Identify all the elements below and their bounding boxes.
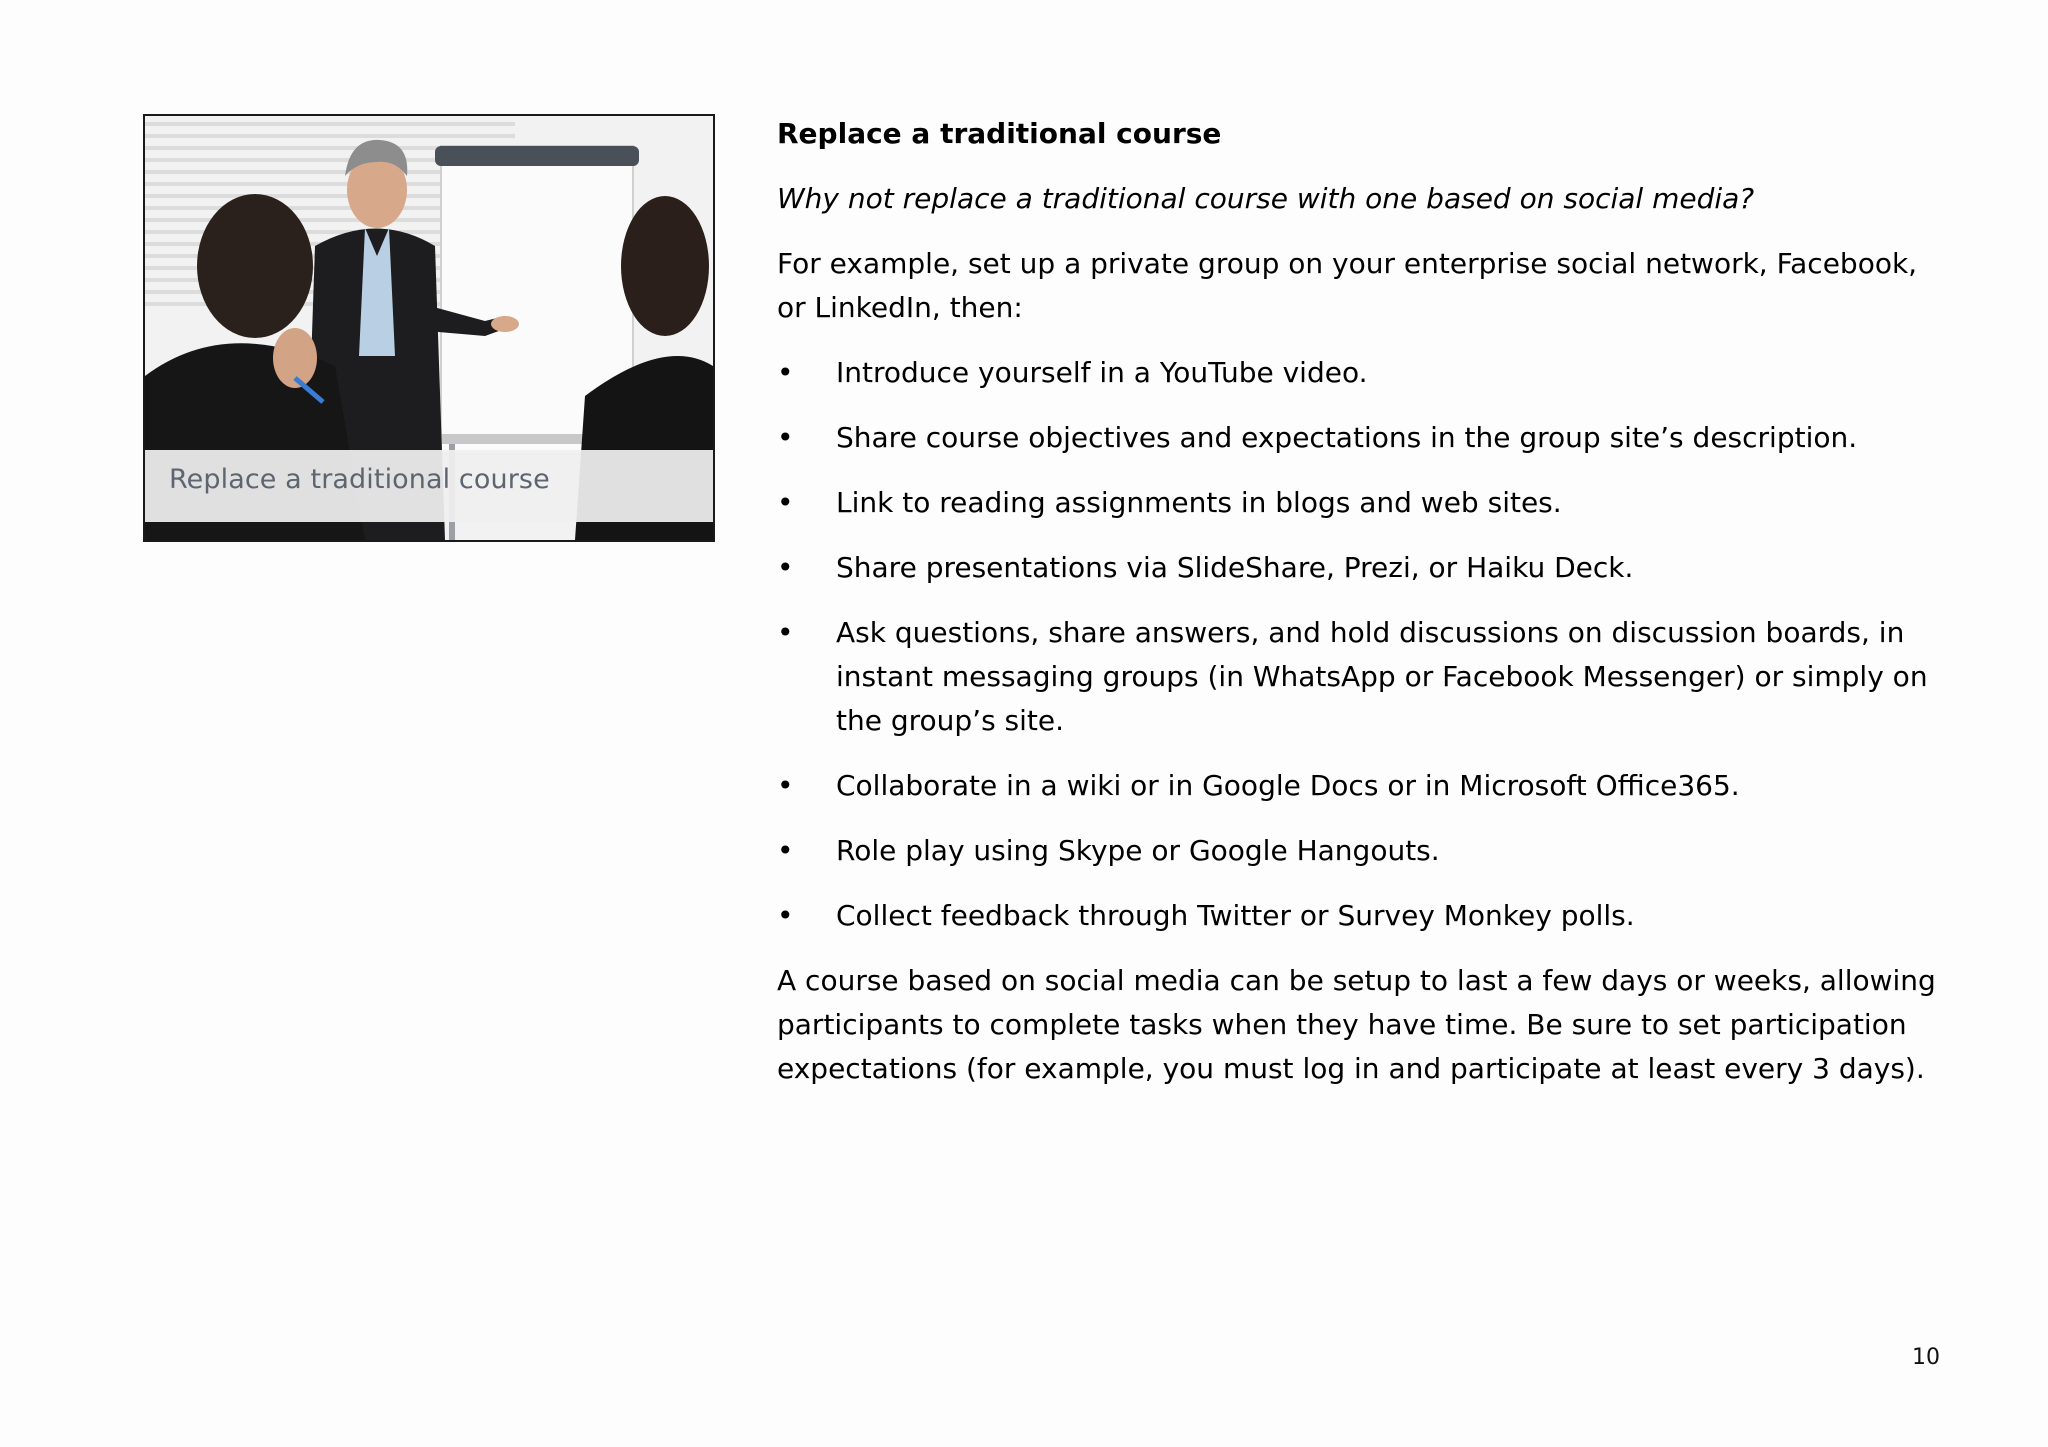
lead-question: Why not replace a traditional course with one based on social media? [777, 182, 1755, 215]
list-item-text: Ask questions, share answers, and hold discussions on discussion boards, in instant messaging groups (in WhatsApp or Facebook Messenger) or simply on the group’s site. [836, 616, 1928, 737]
slide-thumbnail [143, 114, 715, 542]
bullet-icon: • [777, 834, 794, 867]
list-item [777, 416, 1947, 460]
list-item-text: Collect feedback through Twitter or Survey Monkey polls. [836, 899, 1635, 932]
bullet-icon: • [777, 616, 794, 649]
list-item [777, 764, 1947, 808]
list-item-text: Link to reading assignments in blogs and web sites. [836, 486, 1562, 519]
bullet-icon: • [777, 769, 794, 802]
list-item-text: Share presentations via SlideShare, Prezi, or Haiku Deck. [836, 551, 1634, 584]
bullet-list [777, 351, 1947, 938]
list-item-text: Collaborate in a wiki or in Google Docs or in Microsoft Office365. [836, 769, 1740, 802]
slide-caption: Replace a traditional course [169, 464, 550, 495]
list-item-text: Introduce yourself in a YouTube video. [836, 356, 1368, 389]
bullet-icon: • [777, 486, 794, 519]
content-column [777, 112, 1947, 1091]
list-item [777, 481, 1947, 525]
list-item [777, 829, 1947, 873]
list-item-text: Share course objectives and expectations in the group site’s description. [836, 421, 1858, 454]
page-number: 10 [1912, 1345, 1940, 1370]
list-item [777, 611, 1947, 743]
closing-paragraph: A course based on social media can be setup to last a few days or weeks, allowing participants to complete tasks when they have time. Be sure to set participation expectations (for example, you must log in and participate at least every 3 days). [777, 964, 1936, 1085]
slide-caption-band [145, 450, 713, 522]
list-item-text: Role play using Skype or Google Hangouts. [836, 834, 1440, 867]
bullet-icon: • [777, 356, 794, 389]
bullet-icon: • [777, 551, 794, 584]
intro-paragraph: For example, set up a private group on your enterprise social network, Facebook, or LinkedIn, then: [777, 247, 1918, 324]
list-item [777, 546, 1947, 590]
list-item [777, 351, 1947, 395]
list-item [777, 894, 1947, 938]
bullet-icon: • [777, 899, 794, 932]
section-heading: Replace a traditional course [777, 117, 1222, 150]
bullet-icon: • [777, 421, 794, 454]
